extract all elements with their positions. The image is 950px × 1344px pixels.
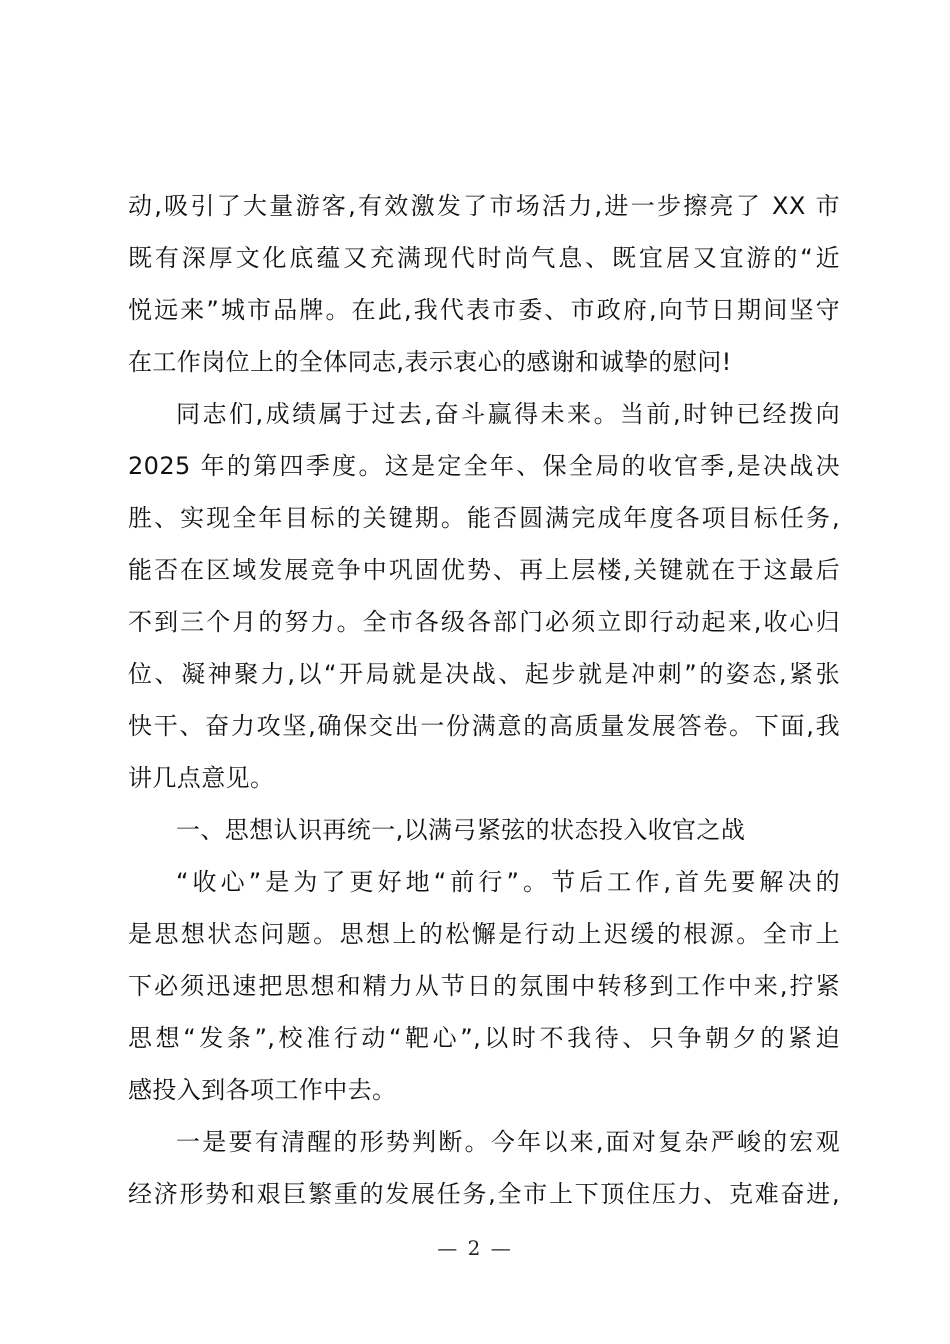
text-line: 经济形势和艰巨繁重的发展任务,全市上下顶住压力、克难奋进, [128,1180,840,1208]
text-line: 同志们,成绩属于过去,奋斗赢得未来。当前,时钟已经拨向 [176,400,840,428]
text-line: 位、凝神聚力,以“开局就是决战、起步就是冲刺”的姿态,紧张 [128,660,840,688]
heading-line: 一、思想认识再统一,以满弓紧弦的状态投入收官之战 [176,816,746,844]
text-line: 2025 年的第四季度。这是定全年、保全局的收官季,是决战决 [128,452,840,480]
text-line: 思想“发条”,校准行动“靶心”,以时不我待、只争朝夕的紧迫 [128,1024,840,1052]
section-heading [128,804,840,856]
text-line: 讲几点意见。 [128,764,275,792]
text-line: “收心”是为了更好地“前行”。节后工作,首先要解决的 [176,868,840,896]
text-line: 胜、实现全年目标的关键期。能否圆满完成年度各项目标任务, [128,504,840,532]
text-line: 一是要有清醒的形势判断。今年以来,面对复杂严峻的宏观 [176,1128,840,1156]
text-line: 不到三个月的努力。全市各级各部门必须立即行动起来,收心归 [128,608,840,636]
text-line: 悦远来”城市品牌。在此,我代表市委、市政府,向节日期间坚守 [128,296,840,324]
body-text [128,180,840,1220]
text-line: 能否在区域发展竞争中巩固优势、再上层楼,关键就在于这最后 [128,556,840,584]
page-number: — 2 — [437,1236,513,1260]
text-line: 是思想状态问题。思想上的松懈是行动上迟缓的根源。全市上 [128,920,840,948]
text-line: 既有深厚文化底蕴又充满现代时尚气息、既宜居又宜游的“近 [128,244,840,272]
paragraph [128,180,840,388]
text-line: 下必须迅速把思想和精力从节日的氛围中转移到工作中来,拧紧 [128,972,840,1000]
paragraph [128,388,840,804]
paragraph [128,1116,840,1220]
paragraph [128,856,840,1116]
text-line: 在工作岗位上的全体同志,表示衷心的感谢和诚挚的慰问! [128,348,732,376]
text-line: 感投入到各项工作中去。 [128,1076,397,1104]
text-line: 动,吸引了大量游客,有效激发了市场活力,进一步擦亮了 XX 市 [128,192,840,220]
text-line: 快干、奋力攻坚,确保交出一份满意的高质量发展答卷。下面,我 [128,712,840,740]
